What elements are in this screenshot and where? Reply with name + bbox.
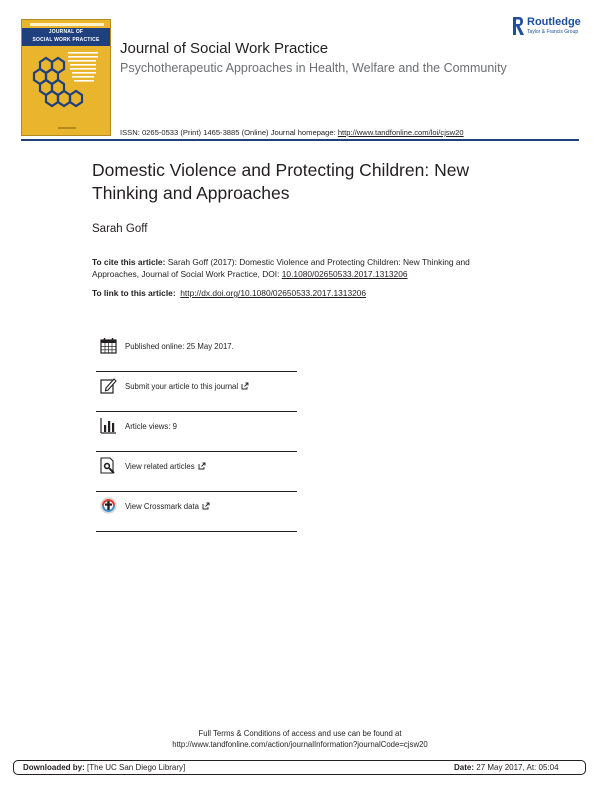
published-online-text: Published online: 25 May 2017. — [125, 342, 234, 351]
crossmark-text: View Crossmark data — [125, 502, 199, 511]
citation-block — [92, 256, 507, 280]
external-link-icon — [241, 382, 249, 390]
citation-label: To cite this article: — [92, 257, 166, 267]
journal-title: Journal of Social Work Practice — [120, 40, 329, 57]
calendar-icon — [100, 337, 117, 354]
journal-homepage-link[interactable]: http://www.tandfonline.com/loi/cjsw20 — [337, 128, 464, 137]
journal-cover — [21, 19, 111, 136]
related-articles-link[interactable] — [125, 462, 206, 471]
publisher-logo — [511, 16, 585, 38]
edit-icon — [100, 377, 117, 394]
article-doi-url-link[interactable]: http://dx.doi.org/10.1080/02650533.2017.1313206 — [180, 288, 367, 298]
download-date-value: 27 May 2017, At: 05:04 — [474, 763, 559, 772]
link-label: To link to this article: — [92, 288, 176, 298]
submit-article-link[interactable] — [125, 382, 249, 391]
cover-band-line2: SOCIAL WORK PRACTICE — [32, 37, 100, 43]
related-search-icon — [100, 457, 117, 474]
routledge-r-logo-icon — [511, 16, 525, 36]
downloaded-by-label: Downloaded by: — [23, 763, 85, 772]
journal-subtitle: Psychotherapeutic Approaches in Health, Welfare and the Community — [120, 61, 507, 75]
crossmark-icon — [100, 497, 117, 514]
download-date-label: Date: — [454, 763, 475, 772]
citation-text: Sarah Goff (2017): Domestic Violence and Protecting Children: New Thinking and Approaches, Journal of Social Work Practice, DOI: — [92, 257, 470, 279]
downloaded-by-value: [The UC San Diego Library] — [84, 763, 186, 772]
published-online-row — [96, 332, 297, 372]
cover-band-line1: JOURNAL OF — [48, 29, 84, 35]
citation-doi-link[interactable]: 10.1080/02650533.2017.1313206 — [281, 269, 408, 279]
related-articles-row[interactable] — [96, 452, 297, 492]
publisher-tagline: Taylor & Francis Group — [527, 29, 579, 35]
external-link-icon — [202, 502, 210, 510]
cover-hexagon-pattern — [32, 50, 102, 120]
related-articles-text: View related articles — [125, 462, 195, 471]
submit-article-row[interactable] — [96, 372, 297, 412]
issn-line — [120, 128, 464, 137]
article-link-block — [92, 288, 512, 298]
terms-url-link[interactable]: http://www.tandfonline.com/action/journalInformation?journalCode=cjsw20 — [172, 740, 428, 749]
issn-text: ISSN: 0265-0533 (Print) 1465-3885 (Online) Journal homepage: — [120, 128, 338, 137]
external-link-icon — [198, 462, 206, 470]
terms-notice — [0, 728, 600, 750]
crossmark-link[interactable] — [125, 502, 210, 511]
article-views-text: Article views: 9 — [125, 422, 177, 431]
download-date — [454, 763, 559, 772]
article-views-row — [96, 412, 297, 452]
article-title: Domestic Violence and Protecting Children: New Thinking and Approaches — [92, 160, 470, 203]
header-rule — [21, 139, 579, 141]
downloaded-by — [23, 763, 185, 772]
publisher-name: Routledge — [527, 16, 581, 28]
download-info-bar — [13, 760, 586, 775]
bar-chart-icon — [100, 417, 117, 434]
crossmark-row[interactable] — [96, 492, 297, 532]
submit-article-text: Submit your article to this journal — [125, 382, 239, 391]
cover-title-band — [22, 28, 110, 46]
article-author: Sarah Goff — [92, 223, 148, 235]
terms-line1: Full Terms & Conditions of access and use can be found at — [198, 729, 402, 738]
article-info-list — [96, 332, 297, 532]
cover-stamp — [58, 127, 76, 129]
cover-top-line — [30, 23, 104, 26]
